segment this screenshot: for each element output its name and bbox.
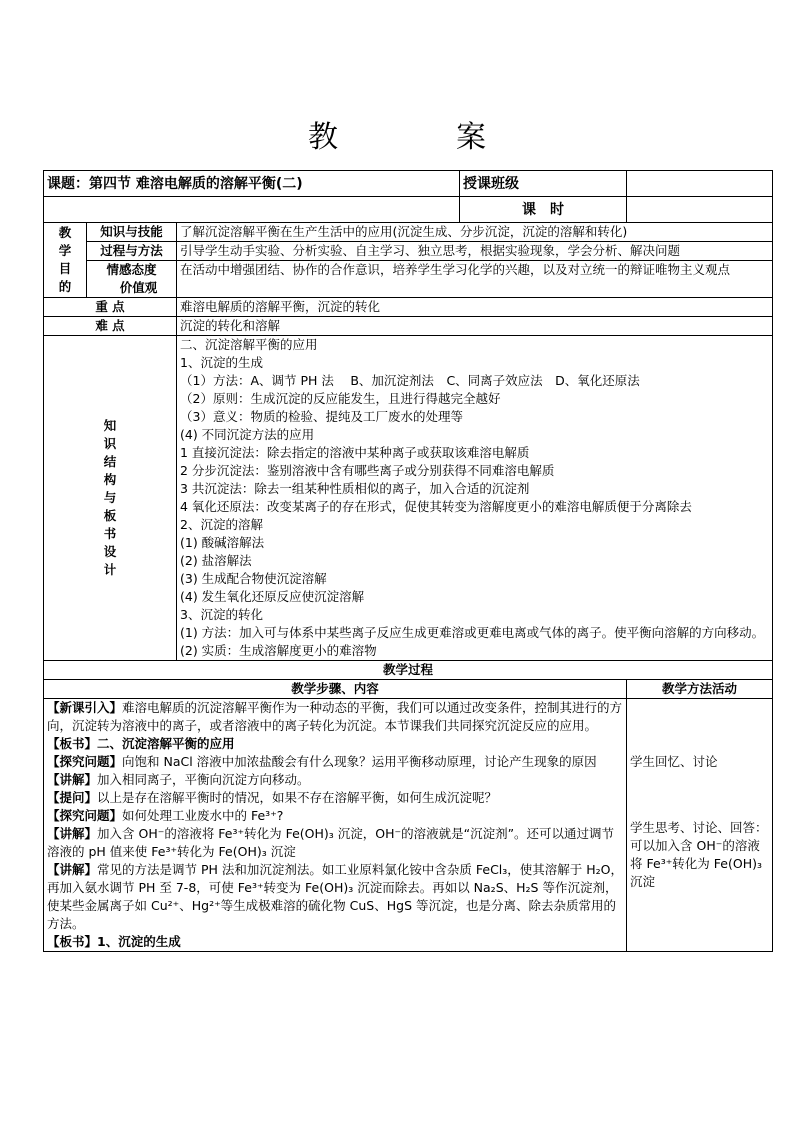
class-label: 授课班级 bbox=[460, 171, 627, 197]
hours-row bbox=[44, 197, 773, 223]
process-step: 【讲解】加入相同离子，平衡向沉淀方向移动。 bbox=[47, 772, 310, 787]
board-design-side-label: 知 识 结 构 与 板 书 设 计 bbox=[44, 336, 177, 661]
process-section-title: 教学过程 bbox=[44, 661, 773, 680]
board-line: 二、沉淀溶解平衡的应用 bbox=[180, 337, 318, 352]
objective-label-attitude: 情感态度 价值观 bbox=[87, 261, 177, 298]
lesson-plan-table bbox=[43, 170, 773, 952]
col-methods-header: 教学方法活动 bbox=[627, 680, 773, 699]
objective-row-process bbox=[44, 242, 773, 261]
board-line: (1) 酸碱溶解法 bbox=[180, 535, 265, 550]
board-line: 4 氧化还原法：改变某离子的存在形式，促使其转变为溶解度更小的难溶电解质便于分离除去 bbox=[180, 499, 692, 514]
header-blank bbox=[44, 197, 460, 223]
topic-row bbox=[44, 171, 773, 197]
objective-label: 过程与方法 bbox=[87, 242, 177, 261]
process-header-row bbox=[44, 680, 773, 699]
board-line: 3、沉淀的转化 bbox=[180, 607, 263, 622]
key-point-row bbox=[44, 298, 773, 317]
board-line: (1) 方法：加入可与体系中某些离子反应生成更难溶或更难电离或气体的离子。使平衡向溶解的方向移动。 bbox=[180, 625, 765, 640]
objective-text: 在活动中增强团结、协作的合作意识，培养学生学习化学的兴趣，以及对立统一的辩证唯物主义观点 bbox=[177, 261, 773, 298]
board-line: 1、沉淀的生成 bbox=[180, 355, 263, 370]
process-step: 【提问】以上是存在溶解平衡时的情况，如果不存在溶解平衡，如何生成沉淀呢？ bbox=[47, 790, 498, 805]
board-line: 1 直接沉淀法：除去指定的溶液中某种离子或获取该难溶电解质 bbox=[180, 445, 530, 460]
board-line: (4) 不同沉淀方法的应用 bbox=[180, 427, 315, 442]
board-line: （1）方法：A、调节 PH 法 B、加沉淀剂法 C、同离子效应法 D、氧化还原法 bbox=[180, 373, 640, 388]
page-title: 教 案 bbox=[308, 120, 530, 155]
board-line: (2) 实质：生成溶解度更小的难溶物 bbox=[180, 643, 377, 658]
objective-text: 了解沉淀溶解平衡在生产生活中的应用(沉淀生成、分步沉淀，沉淀的溶解和转化) bbox=[177, 223, 773, 242]
key-point-label: 重 点 bbox=[44, 298, 177, 317]
class-value bbox=[627, 171, 773, 197]
board-line: 3 共沉淀法：除去一组某种性质相似的离子，加入合适的沉淀剂 bbox=[180, 481, 530, 496]
board-design-content bbox=[177, 336, 773, 661]
col-steps-header: 教学步骤、内容 bbox=[44, 680, 627, 699]
process-content-row bbox=[44, 699, 773, 952]
process-step: 【探究问题】如何处理工业废水中的 Fe³⁺? bbox=[47, 808, 284, 823]
objective-label: 知识与技能 bbox=[87, 223, 177, 242]
difficulty-label: 难 点 bbox=[44, 317, 177, 336]
board-line: （2）原则：生成沉淀的反应能发生，且进行得越完全越好 bbox=[180, 391, 501, 406]
board-line: 2 分步沉淀法：鉴别溶液中含有哪些离子或分别获得不同难溶电解质 bbox=[180, 463, 555, 478]
board-line: (3) 生成配合物使沉淀溶解 bbox=[180, 571, 327, 586]
process-steps bbox=[44, 699, 627, 952]
objective-row-attitude bbox=[44, 261, 773, 298]
board-line: 2、沉淀的溶解 bbox=[180, 517, 263, 532]
objective-text: 引导学生动手实验、分析实验、自主学习、独立思考，根据实验现象，学会分析、解决问题 bbox=[177, 242, 773, 261]
hours-label: 课 时 bbox=[460, 197, 627, 223]
process-title-row bbox=[44, 661, 773, 680]
process-step: 【讲解】常见的方法是调节 PH 法和加沉淀剂法。如工业原料氯化铵中含杂质 FeCl₃，使其溶解于 H₂O，再加入氨水调节 PH 至 7-8，可使 Fe³⁺转变为 Fe(OH)₃ 沉淀而除去。再如以 Na₂S、H₂S 等作沉淀剂，使某些金属离子如 Cu²⁺、Hg²⁺等生成极难溶的硫化物 CuS、HgS 等沉淀，也是分离、除去杂质常用的方法。 bbox=[47, 862, 624, 931]
hours-value bbox=[627, 197, 773, 223]
board-design-row bbox=[44, 336, 773, 661]
process-step: 【板书】二、沉淀溶解平衡的应用 bbox=[47, 736, 235, 751]
method-note: 学生回忆、讨论 bbox=[630, 754, 718, 769]
difficulty-text: 沉淀的转化和溶解 bbox=[177, 317, 773, 336]
difficulty-row bbox=[44, 317, 773, 336]
board-line: (2) 盐溶解法 bbox=[180, 553, 252, 568]
board-line: （3）意义：物质的检验、提纯及工厂废水的处理等 bbox=[180, 409, 463, 424]
objectives-side-label: 教 学 目 的 bbox=[44, 223, 87, 298]
process-step: 【板书】1、沉淀的生成 bbox=[47, 934, 181, 949]
method-note: 学生思考、讨论、回答：可以加入含 OH⁻的溶液将 Fe³⁺转化为 Fe(OH)₃ 沉淀 bbox=[630, 820, 768, 889]
board-line: (4) 发生氧化还原反应使沉淀溶解 bbox=[180, 589, 365, 604]
key-point-text: 难溶电解质的溶解平衡，沉淀的转化 bbox=[177, 298, 773, 317]
process-methods bbox=[627, 699, 773, 952]
process-step: 【新课引入】难溶电解质的沉淀溶解平衡作为一种动态的平衡，我们可以通过改变条件，控制其进行的方向，沉淀转为溶液中的离子，或者溶液中的离子转化为沉淀。本节课我们共同探究沉淀反应的应用。 bbox=[47, 700, 623, 733]
process-step: 【探究问题】向饱和 NaCl 溶液中加浓盐酸会有什么现象？运用平衡移动原理，讨论产生现象的原因 bbox=[47, 754, 597, 769]
process-step: 【讲解】加入含 OH⁻的溶液将 Fe³⁺转化为 Fe(OH)₃ 沉淀，OH⁻的溶液就是“沉淀剂”。还可以通过调节溶液的 pH 值来使 Fe³⁺转化为 Fe(OH)₃ 沉淀 bbox=[47, 826, 615, 859]
topic-label: 课题：第四节 难溶电解质的溶解平衡(二) bbox=[44, 171, 460, 197]
objective-row-knowledge bbox=[44, 223, 773, 242]
